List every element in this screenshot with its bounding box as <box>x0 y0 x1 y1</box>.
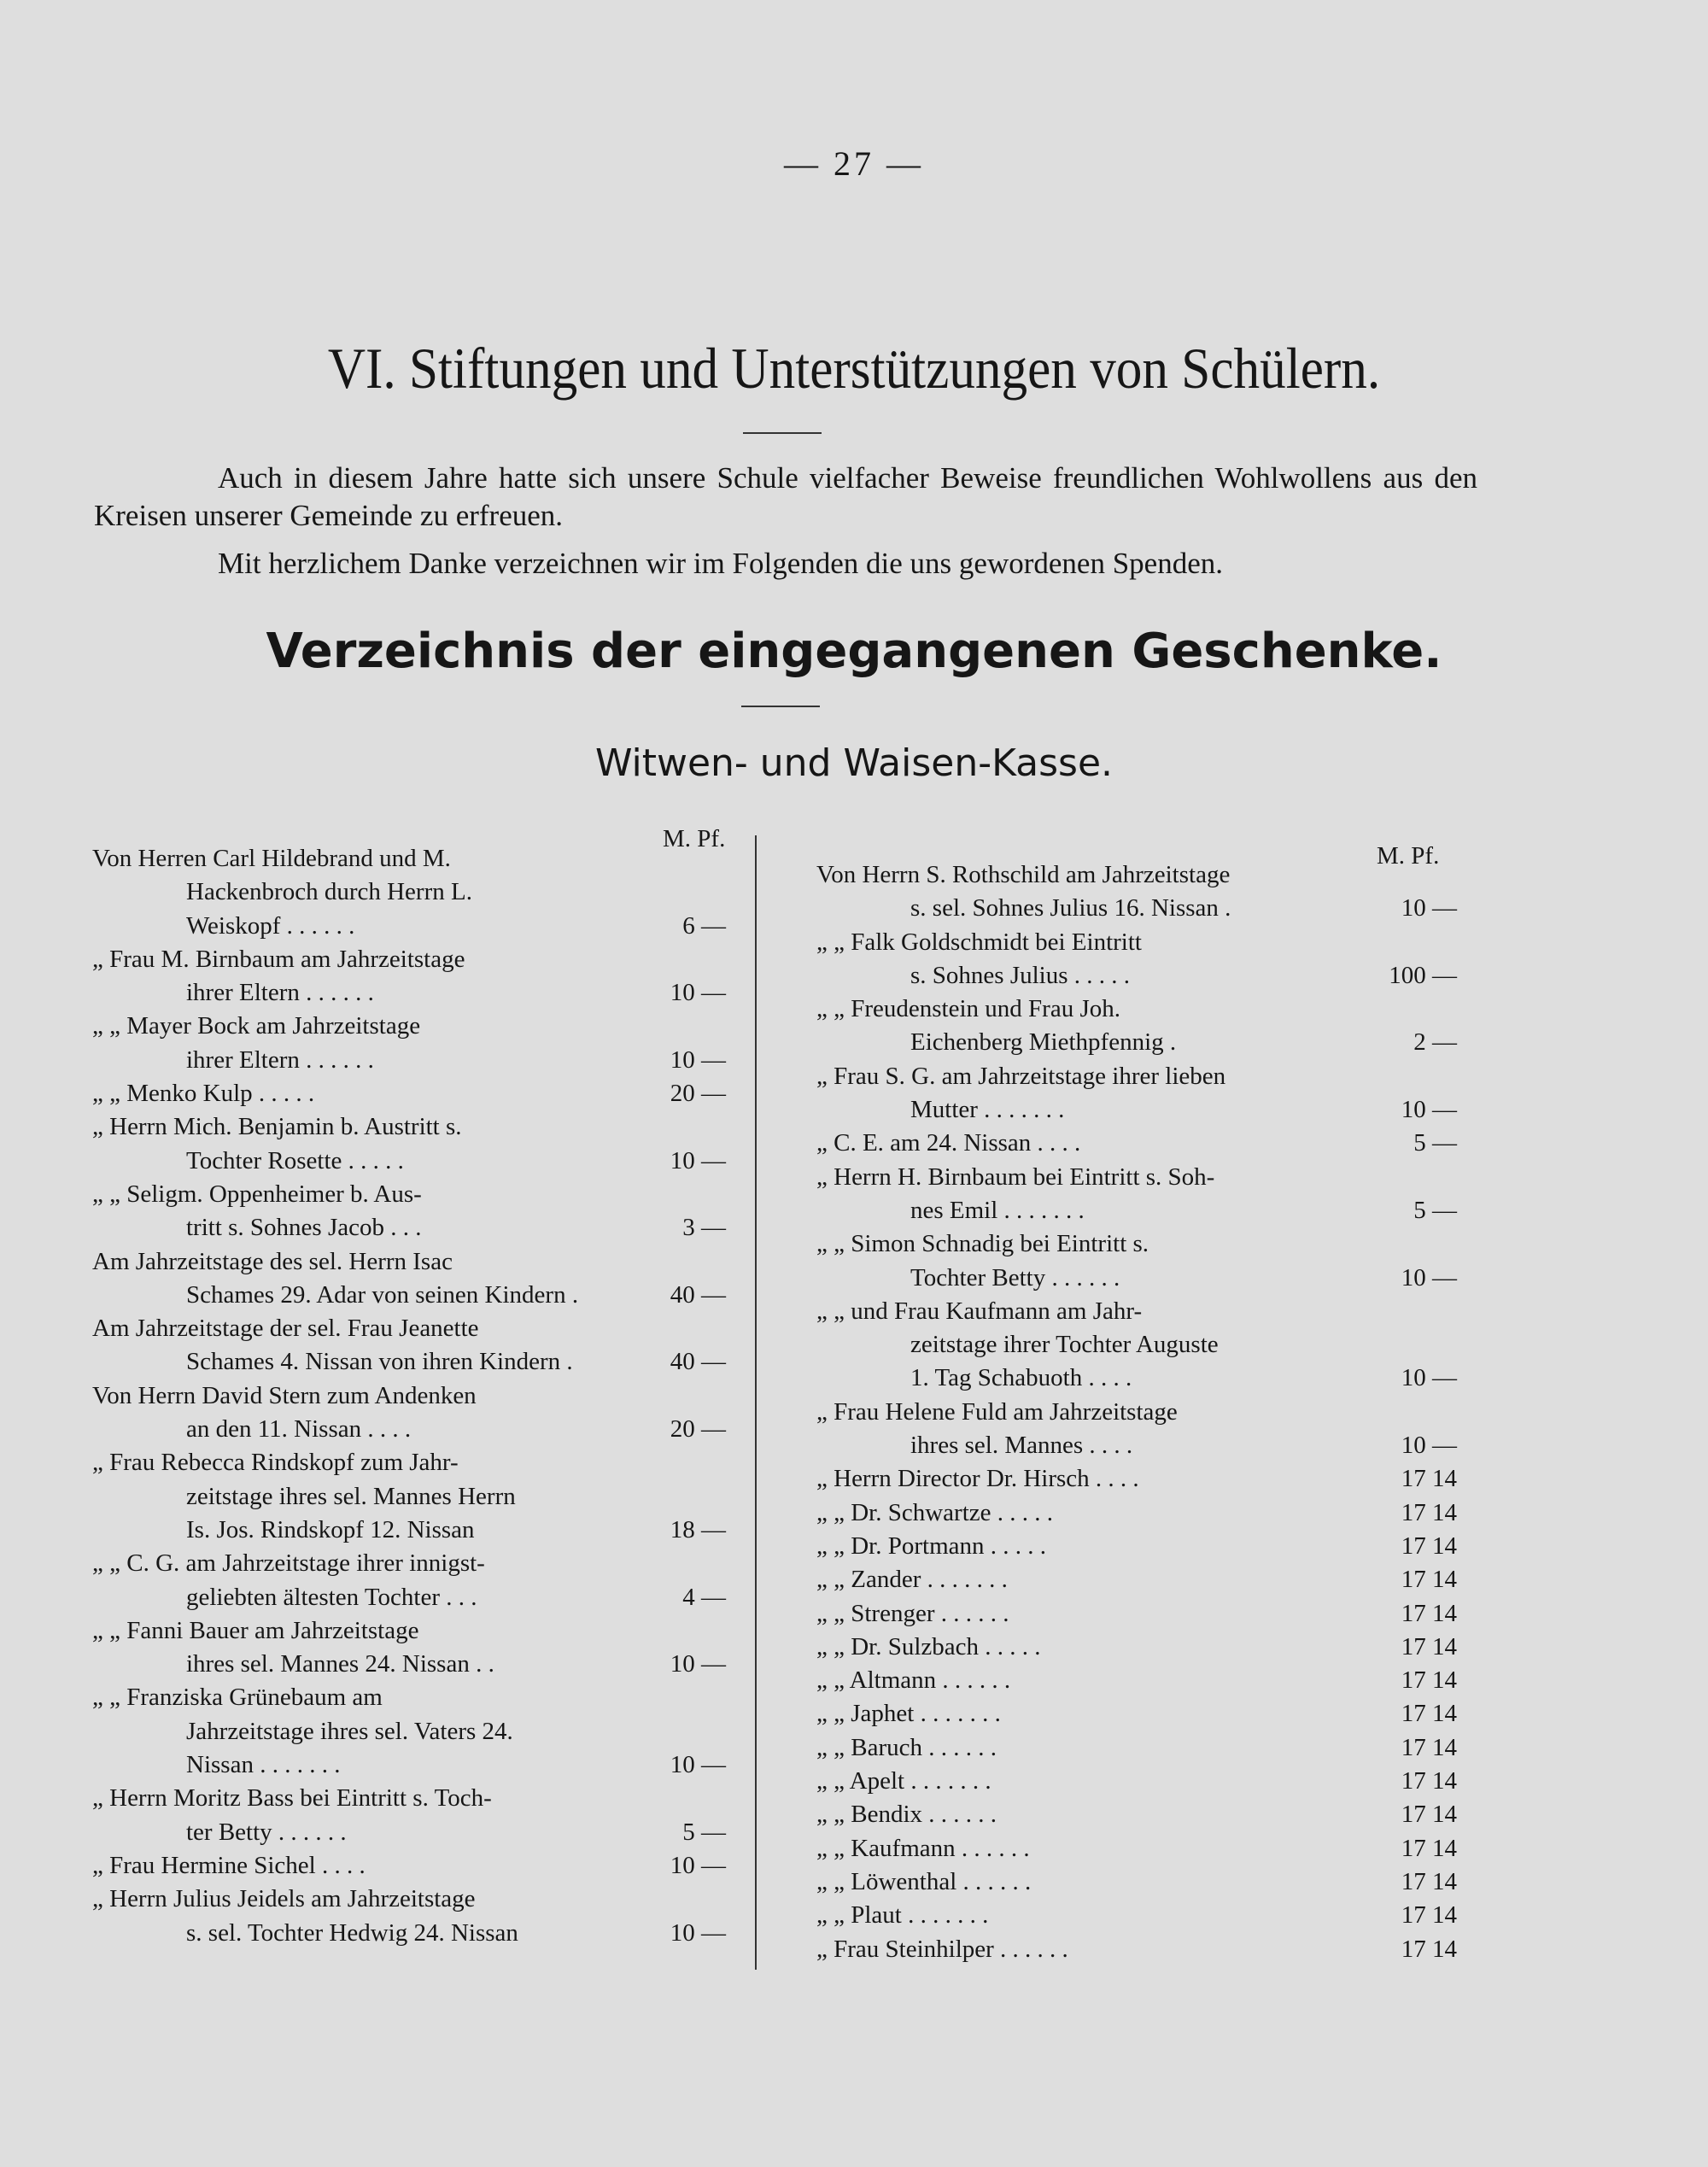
entry-text: s. Sohnes Julius . . . . . <box>910 961 1131 989</box>
entry-line <box>816 959 1465 993</box>
entry-text: „ „ Strenger . . . . . . <box>816 1599 1009 1627</box>
entry-text: „ Frau Hermine Sichel . . . . <box>92 1851 366 1879</box>
donation-entry <box>816 926 1465 993</box>
entry-line <box>816 1429 1465 1462</box>
entry-text: „ Frau S. G. am Jahrzeitstage ihrer lieben <box>816 1062 1226 1090</box>
entry-text: ihres sel. Mannes . . . . <box>910 1432 1133 1460</box>
entry-line <box>92 1715 734 1748</box>
entry-line <box>816 1664 1465 1697</box>
entry-amount: 100 — <box>1389 961 1457 989</box>
entry-amount: 10 — <box>1401 894 1457 922</box>
entry-text: „ Frau Steinhilper . . . . . . <box>816 1935 1068 1963</box>
donation-entry <box>816 1161 1465 1228</box>
entry-text: Von Herren Carl Hildebrand und M. <box>92 845 451 872</box>
entry-line <box>816 926 1465 959</box>
page-number: — 27 — <box>784 144 924 183</box>
entry-amount: 5 — <box>1413 1196 1457 1224</box>
entry-amount: 2 — <box>1413 1028 1457 1057</box>
entry-amount: 20 — <box>670 1415 726 1444</box>
entry-text: Mutter . . . . . . . <box>910 1096 1065 1124</box>
heading-rule <box>741 706 820 707</box>
entry-amount: 10 — <box>670 1146 726 1174</box>
entry-text: Is. Jos. Rindskopf 12. Nissan <box>186 1515 475 1543</box>
donation-entry <box>816 1496 1465 1530</box>
entry-line <box>92 1178 734 1211</box>
donation-entry <box>92 1883 734 1950</box>
entry-text: „ „ Apelt . . . . . . . <box>816 1767 991 1795</box>
entry-text: Nissan . . . . . . . <box>186 1751 341 1779</box>
donation-entry <box>816 858 1465 926</box>
entry-text: ter Betty . . . . . . <box>186 1818 347 1846</box>
entry-amount: 17 14 <box>1401 1566 1457 1594</box>
entry-text: „ „ Dr. Portmann . . . . . <box>816 1532 1047 1560</box>
entry-text: „ „ Fanni Bauer am Jahrzeitstage <box>92 1616 419 1644</box>
entry-line <box>816 1060 1465 1093</box>
entry-line <box>92 1077 734 1110</box>
entry-text: 1. Tag Schabuoth . . . . <box>910 1364 1132 1392</box>
entry-amount: 17 14 <box>1401 1901 1457 1930</box>
column-divider <box>755 835 757 1970</box>
entry-line <box>92 1547 734 1580</box>
entry-amount: 6 — <box>682 911 726 940</box>
donation-entry <box>816 1631 1465 1664</box>
donation-entry <box>92 842 734 943</box>
entry-line <box>816 1362 1465 1395</box>
entry-text: Jahrzeitstage ihres sel. Vaters 24. <box>186 1717 513 1745</box>
entry-line <box>92 1917 734 1950</box>
entry-line <box>92 1614 734 1648</box>
entry-amount: 17 14 <box>1401 1935 1457 1963</box>
entry-line <box>816 1798 1465 1831</box>
entry-text: ihrer Eltern . . . . . . <box>186 979 374 1007</box>
entry-amount: 17 14 <box>1401 1498 1457 1526</box>
entry-amount: 10 — <box>670 1918 726 1947</box>
entry-text: „ C. E. am 24. Nissan . . . . <box>816 1129 1081 1157</box>
entry-text: zeitstage ihrer Tochter Auguste <box>910 1331 1219 1359</box>
intro-paragraph-1: Auch in diesem Jahre hatte sich unsere Schule vielfacher Beweise freundlichen Wohlwollens aus den Kreisen unserer Gemeinde zu erfreuen. <box>94 461 1477 532</box>
donation-entry <box>816 1865 1465 1899</box>
entry-line <box>816 1396 1465 1429</box>
entry-line <box>92 842 734 876</box>
entry-text: tritt s. Sohnes Jacob . . . <box>186 1214 422 1242</box>
entry-text: s. sel. Tochter Hedwig 24. Nissan <box>186 1918 518 1947</box>
entry-line <box>816 1865 1465 1899</box>
entry-line <box>816 1933 1465 1966</box>
entry-amount: 10 — <box>1401 1364 1457 1392</box>
donation-entry <box>816 1530 1465 1563</box>
entry-text: Tochter Betty . . . . . . <box>910 1263 1120 1291</box>
section-title: VI. Stiftungen und Unterstützungen von Schülern. <box>327 336 1381 401</box>
entry-amount: 18 — <box>670 1515 726 1543</box>
entry-line <box>816 1127 1465 1160</box>
entry-line <box>816 1328 1465 1362</box>
entry-line <box>92 1110 734 1144</box>
entry-line <box>816 892 1465 925</box>
donation-entry <box>816 1765 1465 1798</box>
entry-text: „ Herrn Director Dr. Hirsch . . . . <box>816 1465 1139 1493</box>
donation-entry <box>92 1379 734 1447</box>
entry-line <box>816 858 1465 892</box>
entry-amount: 10 — <box>1401 1263 1457 1291</box>
donation-entry <box>816 1798 1465 1831</box>
entry-line <box>92 876 734 909</box>
donation-entry <box>816 1060 1465 1127</box>
entry-line <box>816 1731 1465 1765</box>
entry-amount: 17 14 <box>1401 1700 1457 1728</box>
entry-amount: 17 14 <box>1401 1834 1457 1862</box>
entry-text: Eichenberg Miethpfennig . <box>910 1028 1177 1057</box>
entry-amount: 17 14 <box>1401 1733 1457 1761</box>
entry-amount: 20 — <box>670 1080 726 1108</box>
entry-line <box>92 1145 734 1178</box>
entry-text: „ „ Franziska Grünebaum am <box>92 1684 383 1712</box>
donation-entry <box>816 1731 1465 1765</box>
entry-amount: 4 — <box>682 1583 726 1611</box>
donation-entry <box>92 1547 734 1614</box>
left-currency-header: M. Pf. <box>663 825 726 852</box>
donation-entry <box>816 1933 1465 1966</box>
entry-line <box>92 1514 734 1547</box>
donation-entry <box>92 1614 734 1682</box>
entry-text: „ „ Dr. Schwartze . . . . . <box>816 1498 1054 1526</box>
entry-line <box>92 1648 734 1681</box>
entry-amount: 17 14 <box>1401 1867 1457 1895</box>
entry-amount: 17 14 <box>1401 1632 1457 1660</box>
entry-text: „ „ Simon Schnadig bei Eintritt s. <box>816 1230 1149 1258</box>
entry-text: s. sel. Sohnes Julius 16. Nissan . <box>910 894 1231 922</box>
entry-text: „ „ Dr. Sulzbach . . . . . <box>816 1632 1041 1660</box>
entry-text: „ Frau Rebecca Rindskopf zum Jahr- <box>92 1449 459 1477</box>
entry-text: „ „ Freudenstein und Frau Joh. <box>816 995 1120 1023</box>
entry-text: „ „ Kaufmann . . . . . . <box>816 1834 1030 1862</box>
entry-text: „ „ und Frau Kaufmann am Jahr- <box>816 1297 1143 1325</box>
entry-text: „ „ Löwenthal . . . . . . <box>816 1867 1032 1895</box>
entry-text: „ „ Altmann . . . . . . <box>816 1666 1011 1695</box>
entry-text: „ Herrn Moritz Bass bei Eintritt s. Toch- <box>92 1784 492 1813</box>
donation-entry <box>816 1664 1465 1697</box>
intro-text <box>94 460 1477 583</box>
entry-line <box>92 1816 734 1849</box>
entry-line <box>92 1279 734 1312</box>
entry-amount: 10 — <box>670 1650 726 1678</box>
donation-entry <box>92 1178 734 1245</box>
entry-line <box>816 1194 1465 1227</box>
donation-entry <box>816 1127 1465 1160</box>
entry-text: „ „ Zander . . . . . . . <box>816 1566 1008 1594</box>
entry-text: „ Frau M. Birnbaum am Jahrzeitstage <box>92 945 465 973</box>
entry-text: „ „ Japhet . . . . . . . <box>816 1700 1001 1728</box>
entry-line <box>816 1631 1465 1664</box>
entry-text: Schames 4. Nissan von ihren Kindern . <box>186 1348 573 1376</box>
left-donation-list <box>92 842 734 1950</box>
entry-amount: 5 — <box>1413 1129 1457 1157</box>
entry-line <box>92 1748 734 1782</box>
entry-amount: 10 — <box>670 1851 726 1879</box>
entry-line <box>92 1446 734 1479</box>
entry-text: Weiskopf . . . . . . <box>186 911 355 940</box>
entry-text: „ „ Menko Kulp . . . . . <box>92 1080 315 1108</box>
entry-line <box>92 976 734 1010</box>
entry-text: nes Emil . . . . . . . <box>910 1196 1085 1224</box>
entry-text: Tochter Rosette . . . . . <box>186 1146 404 1174</box>
donation-entry <box>816 993 1465 1060</box>
donation-entry <box>816 1227 1465 1295</box>
entry-amount: 17 14 <box>1401 1767 1457 1795</box>
donation-entry <box>92 943 734 1010</box>
donation-entry <box>816 1295 1465 1396</box>
entry-line <box>816 993 1465 1026</box>
entry-text: „ „ C. G. am Jahrzeitstage ihrer innigst- <box>92 1549 485 1578</box>
entry-line <box>816 1563 1465 1596</box>
entry-text: „ „ Seligm. Oppenheimer b. Aus- <box>92 1180 422 1208</box>
entry-line <box>92 1480 734 1514</box>
entry-text: Von Herrn David Stern zum Andenken <box>92 1381 477 1409</box>
donation-entry <box>92 1077 734 1110</box>
donation-entry <box>92 1245 734 1313</box>
donation-entry <box>92 1782 734 1849</box>
entry-amount: 17 14 <box>1401 1801 1457 1829</box>
entry-line <box>92 1010 734 1043</box>
intro-paragraph-2: Mit herzlichem Danke verzeichnen wir im Folgenden die uns gewordenen Spenden. <box>218 547 1223 580</box>
entry-amount: 10 — <box>670 1751 726 1779</box>
entry-text: „ „ Falk Goldschmidt bei Eintritt <box>816 928 1142 956</box>
entry-amount: 17 14 <box>1401 1532 1457 1560</box>
entry-text: Schames 29. Adar von seinen Kindern . <box>186 1280 579 1309</box>
entry-line <box>92 1345 734 1379</box>
entry-line <box>92 943 734 976</box>
entry-line <box>92 1211 734 1245</box>
entry-amount: 17 14 <box>1401 1666 1457 1695</box>
entry-text: zeitstage ihres sel. Mannes Herrn <box>186 1482 516 1510</box>
donation-entry <box>816 1396 1465 1463</box>
entry-text: Hackenbroch durch Herrn L. <box>186 878 472 906</box>
donation-entry <box>92 1446 734 1547</box>
entry-line <box>816 1026 1465 1059</box>
entry-line <box>816 1597 1465 1631</box>
entry-amount: 40 — <box>670 1280 726 1309</box>
entry-line <box>92 1883 734 1916</box>
entry-text: „ „ Baruch . . . . . . <box>816 1733 997 1761</box>
donation-entry <box>92 1110 734 1178</box>
entry-text: „ „ Bendix . . . . . . <box>816 1801 997 1829</box>
entry-amount: 5 — <box>682 1818 726 1846</box>
entry-line <box>92 1245 734 1279</box>
entry-line <box>92 1782 734 1815</box>
entry-amount: 10 — <box>1401 1432 1457 1460</box>
donation-entry <box>816 1832 1465 1865</box>
entry-line <box>92 1379 734 1413</box>
entry-amount: 3 — <box>682 1214 726 1242</box>
entry-text: „ Herrn Julius Jeidels am Jahrzeitstage <box>92 1885 476 1913</box>
entry-line <box>92 1044 734 1077</box>
entry-line <box>816 1697 1465 1731</box>
right-currency-header: M. Pf. <box>1377 842 1440 870</box>
donation-entry <box>92 1312 734 1379</box>
donation-entry <box>92 1010 734 1077</box>
donation-entry <box>816 1462 1465 1496</box>
entry-amount: 40 — <box>670 1348 726 1376</box>
entry-amount: 10 — <box>1401 1096 1457 1124</box>
entry-text: ihrer Eltern . . . . . . <box>186 1045 374 1074</box>
entry-text: ihres sel. Mannes 24. Nissan . . <box>186 1650 494 1678</box>
entry-line <box>816 1093 1465 1127</box>
entry-amount: 10 — <box>670 1045 726 1074</box>
right-donation-list <box>816 858 1465 1966</box>
entry-text: Am Jahrzeitstage der sel. Frau Jeanette <box>92 1315 479 1343</box>
entry-text: an den 11. Nissan . . . . <box>186 1415 412 1444</box>
entry-line <box>816 1832 1465 1865</box>
donation-entry <box>816 1597 1465 1631</box>
entry-line <box>92 1849 734 1883</box>
entry-text: „ „ Plaut . . . . . . . <box>816 1901 989 1930</box>
entry-text: „ „ Mayer Bock am Jahrzeitstage <box>92 1012 421 1040</box>
entry-text: „ Herrn H. Birnbaum bei Eintritt s. Soh- <box>816 1163 1215 1191</box>
donation-entry <box>816 1899 1465 1932</box>
entry-line <box>816 1899 1465 1932</box>
title-rule <box>743 432 822 434</box>
entry-amount: 17 14 <box>1401 1599 1457 1627</box>
entry-line <box>816 1161 1465 1194</box>
entry-line <box>92 1681 734 1714</box>
entry-line <box>92 910 734 943</box>
entry-text: „ Herrn Mich. Benjamin b. Austritt s. <box>92 1113 462 1141</box>
entry-line <box>92 1581 734 1614</box>
entry-text: Am Jahrzeitstage des sel. Herrn Isac <box>92 1247 453 1275</box>
donation-entry <box>816 1563 1465 1596</box>
entry-line <box>816 1496 1465 1530</box>
fund-heading: Witwen- und Waisen-Kasse. <box>594 741 1114 785</box>
entry-line <box>816 1462 1465 1496</box>
entry-text: Von Herrn S. Rothschild am Jahrzeitstage <box>816 861 1231 888</box>
entry-line <box>816 1530 1465 1563</box>
entry-amount: 10 — <box>670 979 726 1007</box>
donation-entry <box>92 1849 734 1883</box>
entry-line <box>92 1312 734 1345</box>
entry-line <box>816 1765 1465 1798</box>
entry-amount: 17 14 <box>1401 1465 1457 1493</box>
entry-line <box>92 1413 734 1446</box>
donation-entry <box>92 1681 734 1782</box>
donation-entry <box>816 1697 1465 1731</box>
entry-text: geliebten ältesten Tochter . . . <box>186 1583 477 1611</box>
entry-line <box>816 1262 1465 1295</box>
entry-text: „ Frau Helene Fuld am Jahrzeitstage <box>816 1397 1178 1426</box>
list-heading: Verzeichnis der eingegangenen Geschenke. <box>266 624 1442 679</box>
entry-line <box>816 1227 1465 1261</box>
entry-line <box>816 1295 1465 1328</box>
